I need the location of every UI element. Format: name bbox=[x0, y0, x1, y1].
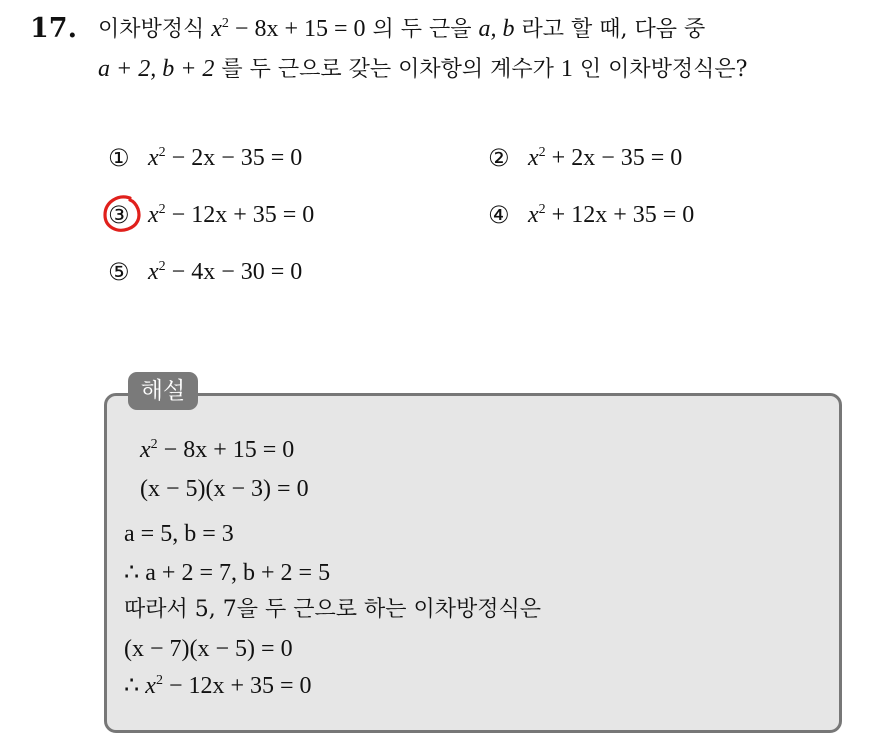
choice-4[interactable] bbox=[488, 195, 694, 235]
choice-expression bbox=[528, 202, 694, 229]
choice-marker: ⑤ bbox=[108, 258, 130, 286]
choice-5[interactable] bbox=[108, 252, 302, 292]
solution-variable: x bbox=[140, 437, 151, 463]
choice-rest: + 12x + 35 = 0 bbox=[545, 201, 695, 228]
equation-exponent: 2 bbox=[221, 16, 229, 31]
choice-variable: x bbox=[148, 144, 159, 171]
question-suffix: 의 두 근을 bbox=[365, 17, 479, 42]
equation-rest: − 8x + 15 = 0 bbox=[228, 16, 366, 42]
solution-line-6: (x − 7)(x − 5) = 0 bbox=[124, 636, 293, 662]
choice-exponent: 2 bbox=[538, 201, 546, 217]
choice-rest: − 12x + 35 = 0 bbox=[165, 201, 315, 228]
choice-2[interactable] bbox=[488, 138, 682, 178]
question-text-line2 bbox=[98, 52, 747, 87]
solution-variable: x bbox=[145, 673, 156, 699]
new-roots bbox=[98, 56, 214, 82]
therefore-symbol: ∴ bbox=[124, 673, 146, 699]
choice-expression bbox=[528, 145, 682, 172]
question-roots bbox=[479, 16, 515, 42]
solution-line-3: a = 5, b = 3 bbox=[124, 521, 234, 547]
choice-rest: − 4x − 30 = 0 bbox=[165, 258, 303, 285]
choice-expression bbox=[148, 259, 302, 286]
choice-exponent: 2 bbox=[538, 144, 546, 160]
roots-variables: a, b bbox=[478, 16, 515, 42]
choice-marker: ② bbox=[488, 144, 510, 172]
solution-line-7 bbox=[124, 670, 312, 702]
choice-rest: − 2x − 35 = 0 bbox=[165, 144, 303, 171]
solution-line-1 bbox=[140, 434, 294, 466]
solution-tab-label: 해설 bbox=[128, 372, 198, 410]
solution-line-4: ∴ a + 2 = 7, b + 2 = 5 bbox=[124, 560, 331, 586]
solution-rest: − 12x + 35 = 0 bbox=[162, 673, 312, 699]
choice-variable: x bbox=[528, 144, 539, 171]
choice-variable: x bbox=[528, 201, 539, 228]
equation-variable: x bbox=[211, 16, 222, 42]
question-end: 라고 할 때, 다음 중 bbox=[514, 17, 706, 42]
solution-line-5: 따라서 5, 7을 두 근으로 하는 이차방정식은 bbox=[124, 597, 541, 622]
solution-rest: − 8x + 15 = 0 bbox=[157, 437, 295, 463]
solution-exponent: 2 bbox=[150, 437, 158, 452]
choice-marker: ③ bbox=[108, 201, 130, 229]
new-roots-expr: a + 2, b + 2 bbox=[98, 56, 215, 82]
choice-3[interactable] bbox=[108, 195, 314, 235]
solution-line-2: (x − 5)(x − 3) = 0 bbox=[140, 476, 309, 502]
choice-rest: + 2x − 35 = 0 bbox=[545, 144, 683, 171]
choice-exponent: 2 bbox=[158, 144, 166, 160]
question-prefix: 이차방정식 bbox=[98, 17, 212, 42]
choice-1[interactable] bbox=[108, 138, 302, 178]
question-ask: 인 이차방정식은? bbox=[572, 57, 748, 82]
choice-variable: x bbox=[148, 201, 159, 228]
leading-coefficient: 1 bbox=[560, 56, 573, 82]
choice-expression bbox=[148, 202, 314, 229]
choice-marker: ① bbox=[108, 144, 130, 172]
question-condition: 를 두 근으로 갖는 이차항의 계수가 bbox=[214, 57, 561, 82]
choice-exponent: 2 bbox=[158, 258, 166, 274]
choice-variable: x bbox=[148, 258, 159, 285]
choice-exponent: 2 bbox=[158, 201, 166, 217]
question-number: 17. bbox=[30, 13, 77, 44]
choice-expression bbox=[148, 145, 302, 172]
question-equation bbox=[211, 16, 365, 42]
question-text-line1 bbox=[98, 12, 705, 47]
choice-marker: ④ bbox=[488, 201, 510, 229]
solution-exponent: 2 bbox=[155, 673, 163, 688]
